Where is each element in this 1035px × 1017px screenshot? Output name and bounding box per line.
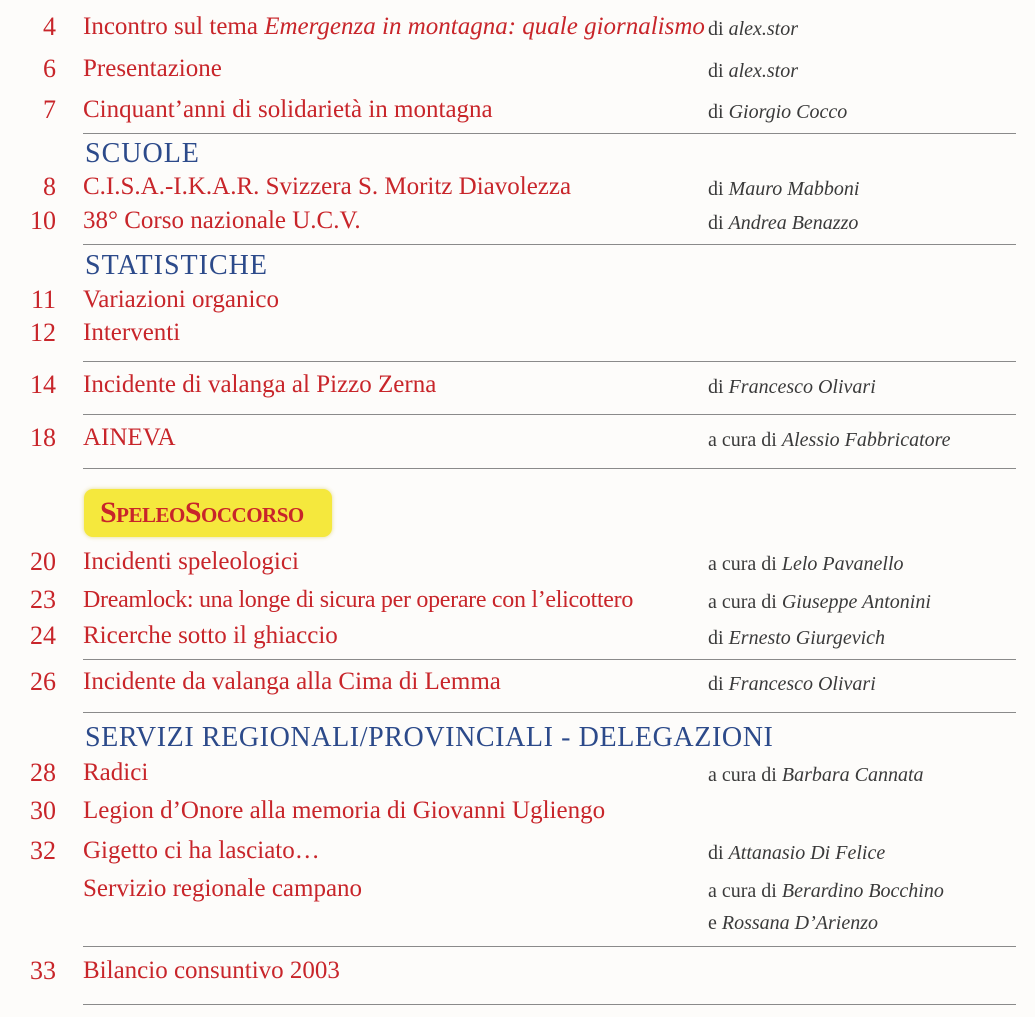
entry-title[interactable]: 38° Corso nazionale U.C.V. xyxy=(83,207,361,234)
author-prefix: di xyxy=(708,60,729,82)
entry-author xyxy=(708,375,876,399)
author-name: Ernesto Giurgevich xyxy=(728,627,886,649)
entry-author xyxy=(708,100,847,124)
entry-title[interactable]: Ricerche sotto il ghiaccio xyxy=(83,622,338,649)
author-name: Giorgio Cocco xyxy=(728,101,848,123)
entry-author xyxy=(708,879,944,903)
badge-label: SpeleoSoccorso xyxy=(100,496,304,529)
page-number: 7 xyxy=(43,95,56,124)
divider xyxy=(83,946,1016,947)
page-number: 33 xyxy=(30,956,56,985)
page-number: 14 xyxy=(30,370,56,399)
page-number: 4 xyxy=(43,12,56,41)
page-number: 26 xyxy=(30,667,56,696)
author-name: Giuseppe Antonini xyxy=(781,591,931,613)
author-name: Attanasio Di Felice xyxy=(728,842,886,864)
author-prefix: di xyxy=(708,101,729,123)
entry-title[interactable]: Dreamlock: una longe di sicura per operare con l’elicottero xyxy=(83,587,634,613)
author-prefix: a cura di xyxy=(708,764,782,786)
entry-title[interactable]: Bilancio consuntivo 2003 xyxy=(83,957,340,984)
entry-author xyxy=(708,590,931,614)
author-prefix: di xyxy=(708,627,729,649)
page-number: 28 xyxy=(30,758,56,787)
entry-title[interactable]: Interventi xyxy=(83,319,181,346)
entry-author xyxy=(708,672,876,696)
author-name: Francesco Olivari xyxy=(728,376,876,398)
divider xyxy=(83,361,1016,362)
entry-title[interactable]: Incidente da valanga alla Cima di Lemma xyxy=(83,668,501,695)
entry-title[interactable]: Cinquant’anni di solidarietà in montagna xyxy=(83,96,493,123)
page-number: 12 xyxy=(30,318,56,347)
page-number: 32 xyxy=(30,836,56,865)
divider xyxy=(83,468,1016,469)
author-prefix: di xyxy=(708,842,729,864)
author-name: Alessio Fabbricatore xyxy=(781,429,951,451)
entry-author xyxy=(708,177,859,201)
entry-title[interactable]: AINEVA xyxy=(83,424,176,451)
entry-title[interactable] xyxy=(83,12,705,42)
entry-title[interactable]: Radici xyxy=(83,759,149,786)
entry-title[interactable]: Incidenti speleologici xyxy=(83,548,299,575)
page-number: 6 xyxy=(43,54,56,83)
entry-title[interactable]: Gigetto ci ha lasciato… xyxy=(83,837,320,864)
entry-title[interactable]: Servizio regionale campano xyxy=(83,875,363,902)
author-name: Berardino Bocchino xyxy=(781,880,944,902)
page-number: 23 xyxy=(30,585,56,614)
section-heading: STATISTICHE xyxy=(85,250,268,281)
entry-author xyxy=(708,763,924,787)
entry-author xyxy=(708,59,798,83)
entry-title[interactable]: Presentazione xyxy=(83,55,222,82)
author-prefix: e xyxy=(708,912,722,934)
entry-title-italic: Emergenza in montagna: quale giornalismo xyxy=(264,13,705,40)
author-name: Andrea Benazzo xyxy=(728,212,859,234)
speleosoccorso-badge xyxy=(84,489,332,537)
page-number: 11 xyxy=(30,285,56,314)
author-name: Lelo Pavanello xyxy=(781,553,904,575)
divider xyxy=(83,244,1016,245)
entry-title-text: Incontro sul tema xyxy=(83,13,265,40)
author-prefix: a cura di xyxy=(708,553,782,575)
divider xyxy=(83,414,1016,415)
page-number: 18 xyxy=(30,423,56,452)
author-prefix: di xyxy=(708,178,729,200)
entry-title[interactable]: Incidente di valanga al Pizzo Zerna xyxy=(83,371,437,398)
author-name: alex.stor xyxy=(728,60,798,82)
divider xyxy=(83,712,1016,713)
section-heading: SERVIZI REGIONALI/PROVINCIALI - DELEGAZIONI xyxy=(85,722,774,753)
author-prefix: a cura di xyxy=(708,880,782,902)
page-number: 10 xyxy=(30,206,56,235)
entry-title[interactable]: C.I.S.A.-I.K.A.R. Svizzera S. Moritz Diavolezza xyxy=(83,173,572,200)
author-prefix: a cura di xyxy=(708,429,782,451)
page-number: 30 xyxy=(30,796,56,825)
entry-title[interactable]: Legion d’Onore alla memoria di Giovanni Ugliengo xyxy=(83,797,606,824)
entry-author xyxy=(708,428,951,452)
author-prefix: di xyxy=(708,673,729,695)
author-prefix: di xyxy=(708,212,729,234)
author-name: alex.stor xyxy=(728,18,798,40)
page-number: 20 xyxy=(30,547,56,576)
page-number: 8 xyxy=(43,172,56,201)
entry-coauthor xyxy=(708,911,878,935)
author-prefix: di xyxy=(708,376,729,398)
entry-author xyxy=(708,211,858,235)
page-number: 24 xyxy=(30,621,56,650)
author-name: Barbara Cannata xyxy=(781,764,924,786)
entry-author xyxy=(708,552,904,576)
divider xyxy=(83,659,1016,660)
author-name: Francesco Olivari xyxy=(728,673,876,695)
author-name: Rossana D’Arienzo xyxy=(721,912,878,934)
entry-author xyxy=(708,626,885,650)
entry-author xyxy=(708,841,885,865)
author-prefix: di xyxy=(708,18,729,40)
divider xyxy=(83,133,1016,134)
section-heading: SCUOLE xyxy=(85,138,200,169)
entry-title[interactable]: Variazioni organico xyxy=(83,286,279,313)
divider xyxy=(83,1004,1016,1005)
entry-author xyxy=(708,17,798,41)
author-prefix: a cura di xyxy=(708,591,782,613)
author-name: Mauro Mabboni xyxy=(728,178,860,200)
